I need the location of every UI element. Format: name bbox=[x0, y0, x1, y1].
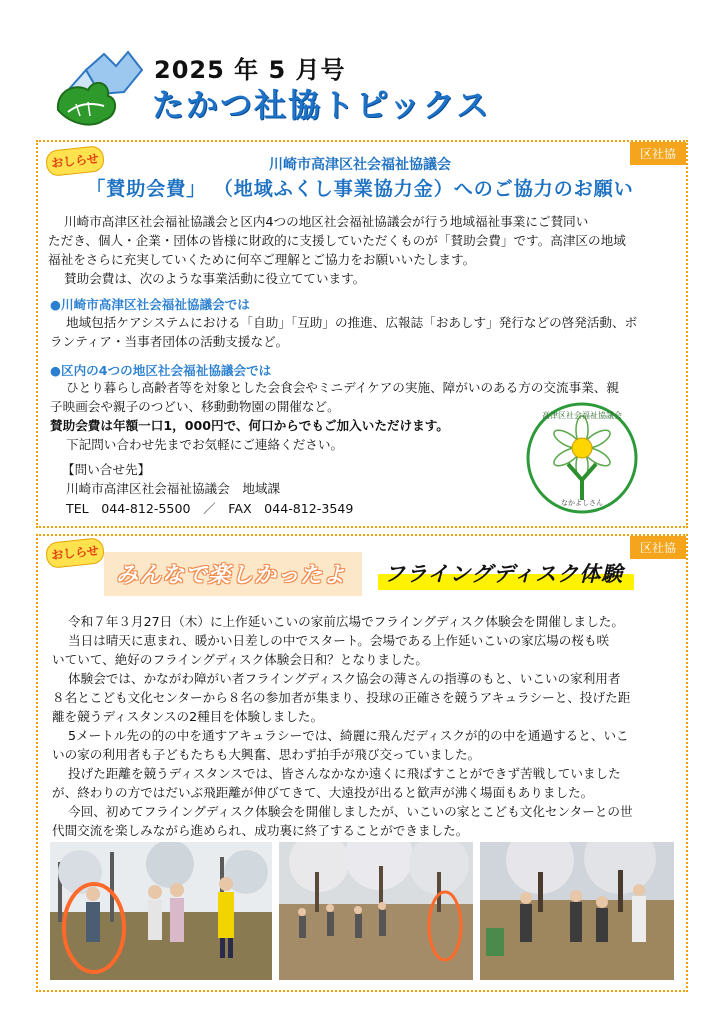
notice-badge: おしらせ bbox=[45, 537, 105, 569]
text-line: いの家の利用者も子どもたちも大興奮、思わず拍手が飛び交っていました。 bbox=[52, 747, 481, 762]
text-line: 離を競うディスタンスの2種目を体験しました。 bbox=[52, 709, 324, 724]
notice-badge: おしらせ bbox=[45, 145, 105, 177]
contact-intro: 下記問い合わせ先までお気軽にご連絡ください。 bbox=[66, 437, 344, 452]
bullet-heading: ●区内の4つの地区社会福祉協議会では bbox=[50, 363, 272, 378]
event-photo-3 bbox=[480, 842, 674, 980]
contact-title: 【問い合せ先】 bbox=[62, 462, 151, 477]
section1-heading: 「賛助会費」 （地域ふくし事業協力金）へのご協力のお願い bbox=[86, 178, 634, 200]
text-line: 賛助会費は、次のような事業活動に役立てています。 bbox=[64, 271, 366, 286]
banner-event-text: フライングディスク体験 bbox=[384, 562, 624, 586]
text-line: 代間交流を楽しみながら進められ、成功裏に終了することができました。 bbox=[52, 823, 469, 838]
fee-line: 賛助会費は年額一口1，000円で、何口からでもご加入いただけます。 bbox=[50, 418, 449, 433]
text-line: 体験会では、かながわ障がい者フライングディスク協会の薄さんの指導のもと、いこいの家利用者 bbox=[68, 671, 621, 686]
text-line: が、終わりの方ではだいぶ飛距離が伸びてきて、大遠投が出ると歓声が沸く場面もありました。 bbox=[52, 785, 594, 800]
text-line: いていて、絶好のフライングディスク体験会日和？となりました。 bbox=[52, 652, 428, 667]
section-tag: 区社協 bbox=[630, 536, 686, 559]
event-photo-2 bbox=[279, 842, 473, 980]
contact-org: 川崎市高津区社会福祉協議会 地域課 bbox=[66, 481, 281, 496]
contact-phone: TEL 044-812-5500 ／ FAX 044-812-3549 bbox=[66, 501, 354, 516]
text-line: 5メートル先の的の中を通すアキュラシーでは、綺麗に飛んだディスクが的の中を通過すると、いこ bbox=[68, 728, 629, 743]
section2-body bbox=[52, 612, 680, 840]
section1-paragraph bbox=[48, 212, 674, 288]
section1-subheading: 川崎市高津区社会福祉協議会 bbox=[269, 157, 451, 173]
text-line: ひとり暮らし高齢者等を対象とした会食会やミニデイケアの実施、障がいのある方の交流事業、親 bbox=[66, 380, 619, 395]
text-line: 今回、初めてフライングディスク体験会を開催しましたが、いこいの家とこども文化センターとの世 bbox=[68, 804, 633, 819]
leaf-logo-icon bbox=[52, 48, 148, 128]
event-photo-1 bbox=[50, 842, 272, 980]
banner-fun-text: みんなで楽しかったよ bbox=[116, 563, 347, 588]
banner-fun bbox=[104, 552, 362, 596]
text-line: ただき、個人・企業・団体の皆様に財政的に支援していただくものが「賛助会費」です。高津区の地域 bbox=[48, 233, 626, 248]
bullet-heading: ●川崎市高津区社会福祉協議会では bbox=[50, 297, 250, 312]
text-line: 投げた距離を競うディスタンスでは、皆さんなかなか遠くに飛ばすことができず苦戦していました bbox=[68, 766, 621, 781]
text-line: 地域包括ケアシステムにおける「自助」「互助」の推進、広報誌「おあしす」発行などの啓発活動、ボ bbox=[66, 315, 638, 330]
seal-name: なかよしさん bbox=[561, 499, 603, 507]
section-tag: 区社協 bbox=[630, 142, 686, 165]
text-line: ランティア・当事者団体の活動支援など。 bbox=[50, 334, 289, 349]
newsletter-title: たかつ社協トピックス bbox=[152, 86, 491, 124]
banner-event-title bbox=[378, 556, 634, 592]
text-line: 子映画会や親子のつどい、移動動物園の開催など。 bbox=[50, 399, 340, 414]
text-line: ８名とこども文化センターから８名の参加者が集まり、投球の正確さを競うアキュラシーと、投げた距 bbox=[52, 690, 631, 705]
section1-heading-block bbox=[36, 154, 684, 204]
text-line: 川崎市高津区社会福祉協議会と区内4つの地区社会福祉協議会が行う地域福祉事業にご賛同い bbox=[64, 214, 589, 229]
text-line: 当日は晴天に恵まれ、暖かい日差しの中でスタート。会場である上作延いこいの家広場の桜も咲 bbox=[68, 633, 610, 648]
seal-text: 高津区社会福祉協議会 bbox=[542, 411, 622, 420]
flower-seal-icon bbox=[524, 400, 640, 516]
text-line: 令和７年３月27日（木）に上作延いこいの家前広場でフライングディスク体験会を開催しました。 bbox=[68, 614, 624, 629]
bullet-body bbox=[50, 313, 676, 351]
text-line: 福祉をさらに充実していくために何卒ご理解とご協力をお願いいたします。 bbox=[48, 252, 476, 267]
issue-date: 2025 年 5 月号 bbox=[154, 56, 346, 84]
